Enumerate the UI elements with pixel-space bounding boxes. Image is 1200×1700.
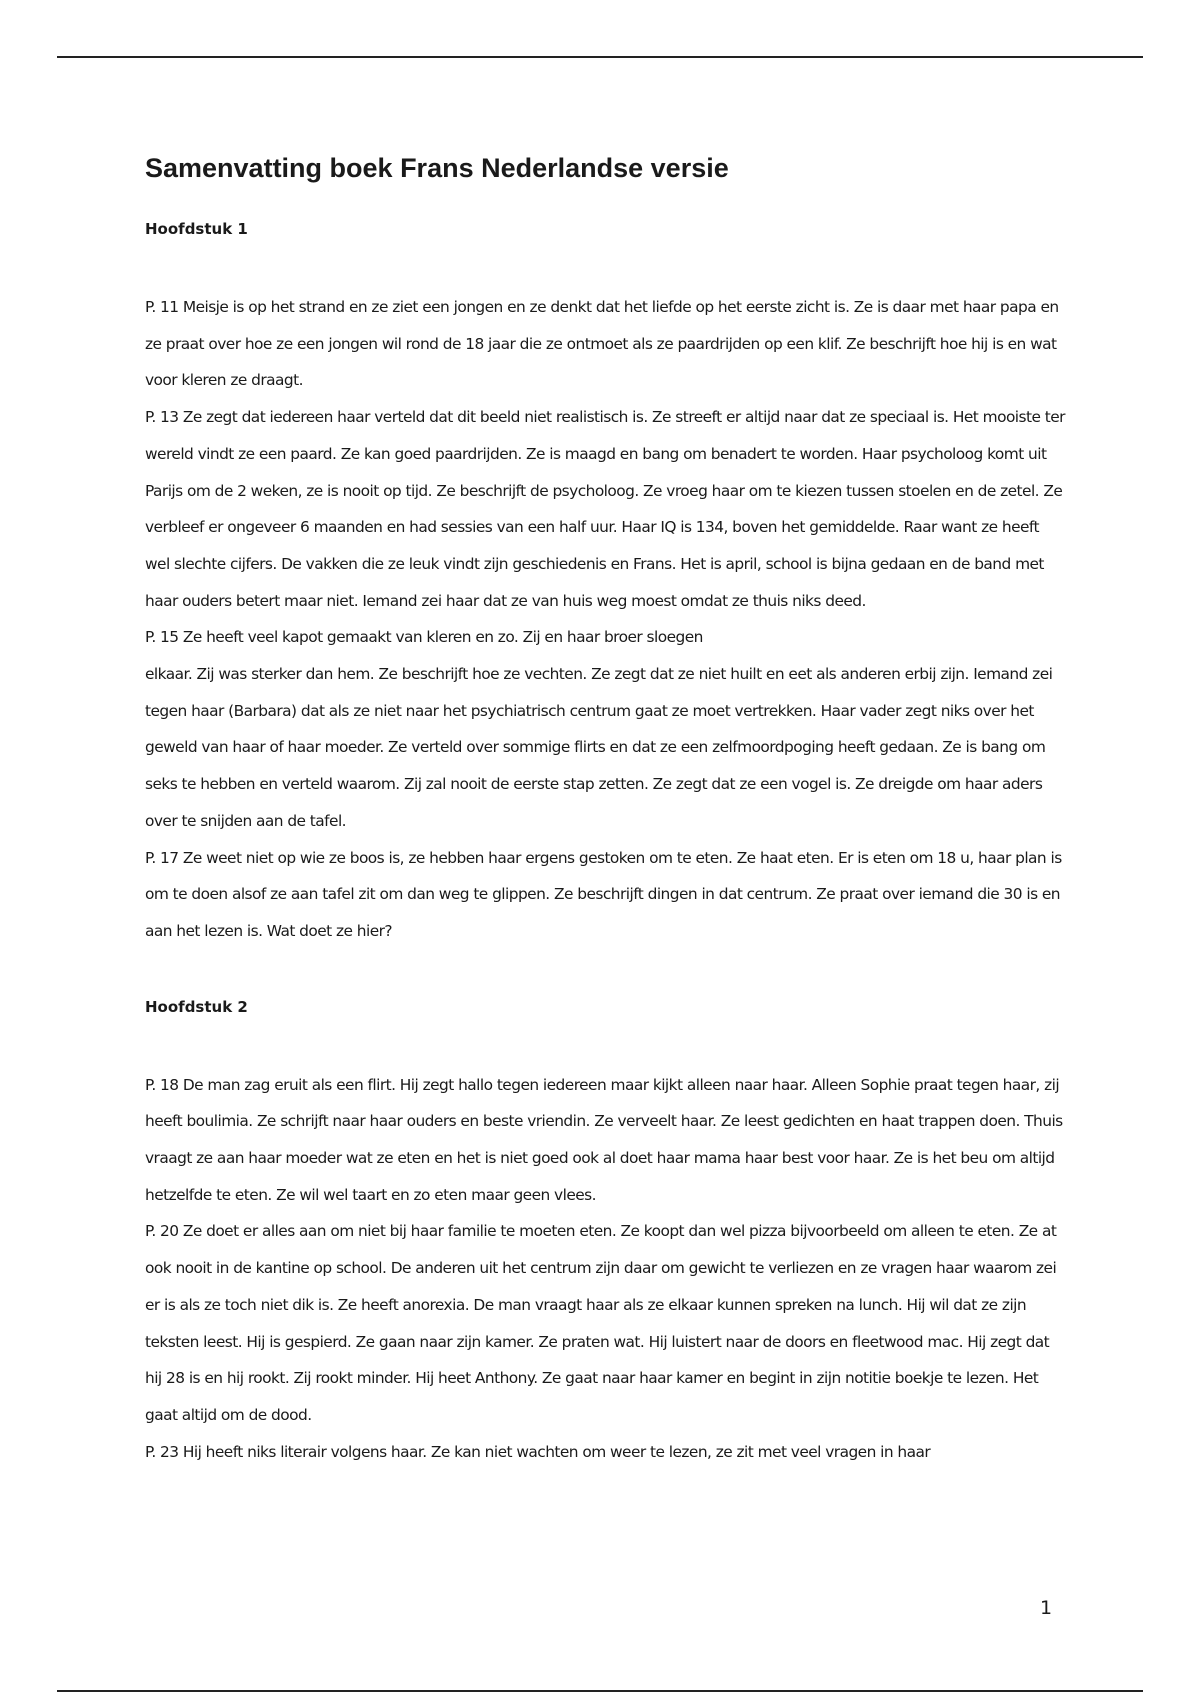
paragraph: P. 11 Meisje is op het strand en ze ziet een jongen en ze denkt dat het liefde op het eerste zicht is. Ze is daar met haar papa en ze praat over hoe ze een jongen wil rond de 18 jaar die ze ontmoet als ze paardrijden op een klif. Ze beschrijft hoe hij is en wat voor kleren ze draagt. [145,298,1059,390]
footer-rule [57,1690,1143,1692]
paragraph: P. 23 Hij heeft niks literair volgens haar. Ze kan niet wachten om weer te lezen, ze zit met veel vragen in haar [145,1442,931,1461]
paragraph: P. 18 De man zag eruit als een flirt. Hij zegt hallo tegen iedereen maar kijkt alleen naar haar. Alleen Sophie praat tegen haar, zij heeft boulimia. Ze schrijft naar haar ouders en beste vriendin. Ze verveelt haar. Ze leest gedichten en haat trappen doen. Thuis vraagt ze aan haar moeder wat ze eten en het is niet goed ook al doet haar mama haar best voor haar. Ze is het beu om altijd hetzelfde te eten. Ze wil wel taart en zo eten maar geen vlees. [145,1075,1063,1204]
paragraph: P. 15 Ze heeft veel kapot gemaakt van kleren en zo. Zij en haar broer sloegen [145,628,703,647]
document-body [145,140,1065,1470]
page-number: 1 [1040,1597,1053,1619]
header-rule [57,56,1143,58]
chapter-heading: Hoofdstuk 2 [145,997,248,1016]
document-title: Samenvatting boek Frans Nederlandse versie [145,153,729,183]
paragraph: P. 20 Ze doet er alles aan om niet bij haar familie te moeten eten. Ze koopt dan wel pizza bijvoorbeeld om alleen te eten. Ze at ook nooit in de kantine op school. De anderen uit het centrum zijn daar om gewicht te verliezen en ze vragen haar waarom zei er is als ze toch niet dik is. Ze heeft anorexia. De man vraagt haar als ze elkaar kunnen spreken na lunch. Hij wil dat ze zijn teksten leest. Hij is gespierd. Ze gaan naar zijn kamer. Ze praten wat. Hij luistert naar de doors en fleetwood mac. Hij zegt dat hij 28 is en hij rookt. Zij rookt minder. Hij heet Anthony. Ze gaat naar haar kamer en begint in zijn notitie boekje te lezen. Het gaat altijd om de dood. [145,1222,1057,1424]
paragraph: elkaar. Zij was sterker dan hem. Ze beschrijft hoe ze vechten. Ze zegt dat ze niet huilt en eet als anderen erbij zijn. Iemand zei tegen haar (Barbara) dat als ze niet naar het psychiatrisch centrum gaat ze moet vertrekken. Haar vader zegt niks over het geweld van haar of haar moeder. Ze verteld over sommige flirts en dat ze een zelfmoordpoging heeft gedaan. Ze is bang om seks te hebben en verteld waarom. Zij zal nooit de eerste stap zetten. Ze zegt dat ze een vogel is. Ze dreigde om haar aders over te snijden aan de tafel. [145,665,1053,830]
paragraph: P. 17 Ze weet niet op wie ze boos is, ze hebben haar ergens gestoken om te eten. Ze haat eten. Er is eten om 18 u, haar plan is om te doen alsof ze aan tafel zit om dan weg te glippen. Ze beschrijft dingen in dat centrum. Ze praat over iemand die 30 is en aan het lezen is. Wat doet ze hier? [145,848,1062,940]
chapter-heading: Hoofdstuk 1 [145,220,248,238]
paragraph: P. 13 Ze zegt dat iedereen haar verteld dat dit beeld niet realistisch is. Ze streeft er altijd naar dat ze speciaal is. Het mooiste ter wereld vindt ze een paard. Ze kan goed paardrijden. Ze is maagd en bang om benadert te worden. Haar psycholoog komt uit Parijs om de 2 weken, ze is nooit op tijd. Ze beschrijft de psycholoog. Ze vroeg haar om te kiezen tussen stoelen en de zetel. Ze verbleef er ongeveer 6 maanden en had sessies van een half uur. Haar IQ is 134, boven het gemiddelde. Raar want ze heeft wel slechte cijfers. De vakken die ze leuk vindt zijn geschiedenis en Frans. Het is april, school is bijna gedaan en de band met haar ouders betert maar niet. Iemand zei haar dat ze van huis weg moest omdat ze thuis niks deed. [145,408,1065,610]
